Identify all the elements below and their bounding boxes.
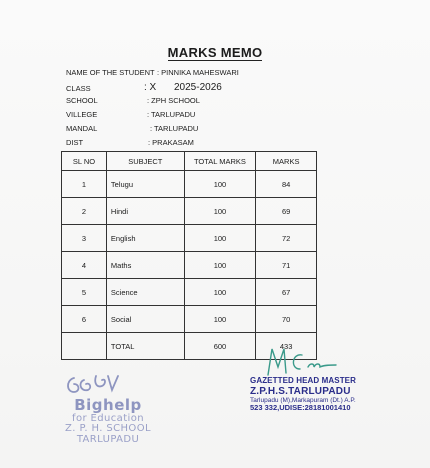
school-label: SCHOOL bbox=[66, 96, 98, 105]
school-stamp-left bbox=[58, 398, 158, 445]
stamp-left-line2: for Education bbox=[72, 412, 144, 424]
table-row bbox=[62, 171, 317, 198]
header-total-marks: TOTAL MARKS bbox=[184, 152, 256, 171]
subject-cell: Hindi bbox=[106, 198, 184, 225]
dist-label: DIST bbox=[66, 138, 84, 147]
mandal-label: MANDAL bbox=[66, 124, 98, 133]
class-value: : X bbox=[144, 82, 157, 93]
total-marks-cell: 100 bbox=[184, 171, 256, 198]
stamp-left-line1: Bighelp bbox=[74, 396, 142, 414]
total-label-cell: TOTAL bbox=[106, 333, 184, 360]
village-label: VILLEGE bbox=[66, 110, 98, 119]
subject-cell: Science bbox=[106, 279, 184, 306]
subject-cell: Maths bbox=[106, 252, 184, 279]
village-value: : TARLUPADU bbox=[147, 110, 196, 119]
total-marks-cell: 100 bbox=[184, 306, 256, 333]
sl-no-cell: 4 bbox=[62, 252, 107, 279]
stamp-right-line1: GAZETTED HEAD MASTER bbox=[250, 376, 356, 385]
class-label: CLASS bbox=[66, 84, 91, 93]
table-header-row bbox=[62, 152, 317, 171]
total-marks-cell: 433 bbox=[256, 333, 317, 360]
subject-cell: Social bbox=[106, 306, 184, 333]
table-row bbox=[62, 279, 317, 306]
marks-cell: 84 bbox=[256, 171, 317, 198]
page-title bbox=[0, 45, 430, 60]
name-label: NAME OF THE STUDENT bbox=[66, 68, 155, 77]
marks-cell: 72 bbox=[256, 225, 317, 252]
total-marks-cell: 100 bbox=[184, 225, 256, 252]
sl-no-cell: 1 bbox=[62, 171, 107, 198]
header-marks: MARKS bbox=[256, 152, 317, 171]
subject-cell: Telugu bbox=[106, 171, 184, 198]
stamp-right-line3: Tarlupadu (M),Markapuram (Dt.) A.P. bbox=[250, 396, 356, 404]
sl-no-cell: 6 bbox=[62, 306, 107, 333]
dist-value: : PRAKASAM bbox=[148, 138, 194, 147]
academic-year: 2025-2026 bbox=[174, 82, 222, 93]
mandal-value: : TARLUPADU bbox=[150, 124, 199, 133]
marks-cell: 67 bbox=[256, 279, 317, 306]
title-text: MARKS MEMO bbox=[167, 45, 263, 60]
stamp-right-line4: 523 332,UDISE:28181001410 bbox=[250, 402, 351, 412]
table-row bbox=[62, 225, 317, 252]
table-row bbox=[62, 198, 317, 225]
table-row bbox=[62, 306, 317, 333]
stamp-right-line2: Z.P.H.S.TARLUPADU bbox=[250, 385, 351, 397]
school-value: : ZPH SCHOOL bbox=[147, 96, 200, 105]
total-sl-cell bbox=[62, 333, 107, 360]
total-marks-cell: 100 bbox=[184, 279, 256, 306]
head-master-stamp bbox=[250, 377, 380, 412]
total-marks-cell: 100 bbox=[184, 198, 256, 225]
marks-cell: 69 bbox=[256, 198, 317, 225]
total-marks-cell: 100 bbox=[184, 252, 256, 279]
name-value: : PINNIKA MAHESWARI bbox=[157, 68, 239, 77]
sl-no-cell: 5 bbox=[62, 279, 107, 306]
header-sl-no: SL NO bbox=[62, 152, 107, 171]
stamp-left-line3: Z. P. H. SCHOOL bbox=[65, 423, 151, 435]
marks-cell: 71 bbox=[256, 252, 317, 279]
stamp-left-line4: TARLUPADU bbox=[76, 433, 140, 445]
marks-cell: 70 bbox=[256, 306, 317, 333]
sl-no-cell: 2 bbox=[62, 198, 107, 225]
marks-table bbox=[61, 151, 317, 360]
header-subject: SUBJECT bbox=[106, 152, 184, 171]
sl-no-cell: 3 bbox=[62, 225, 107, 252]
table-row bbox=[62, 252, 317, 279]
subject-cell: English bbox=[106, 225, 184, 252]
total-max-cell: 600 bbox=[184, 333, 256, 360]
